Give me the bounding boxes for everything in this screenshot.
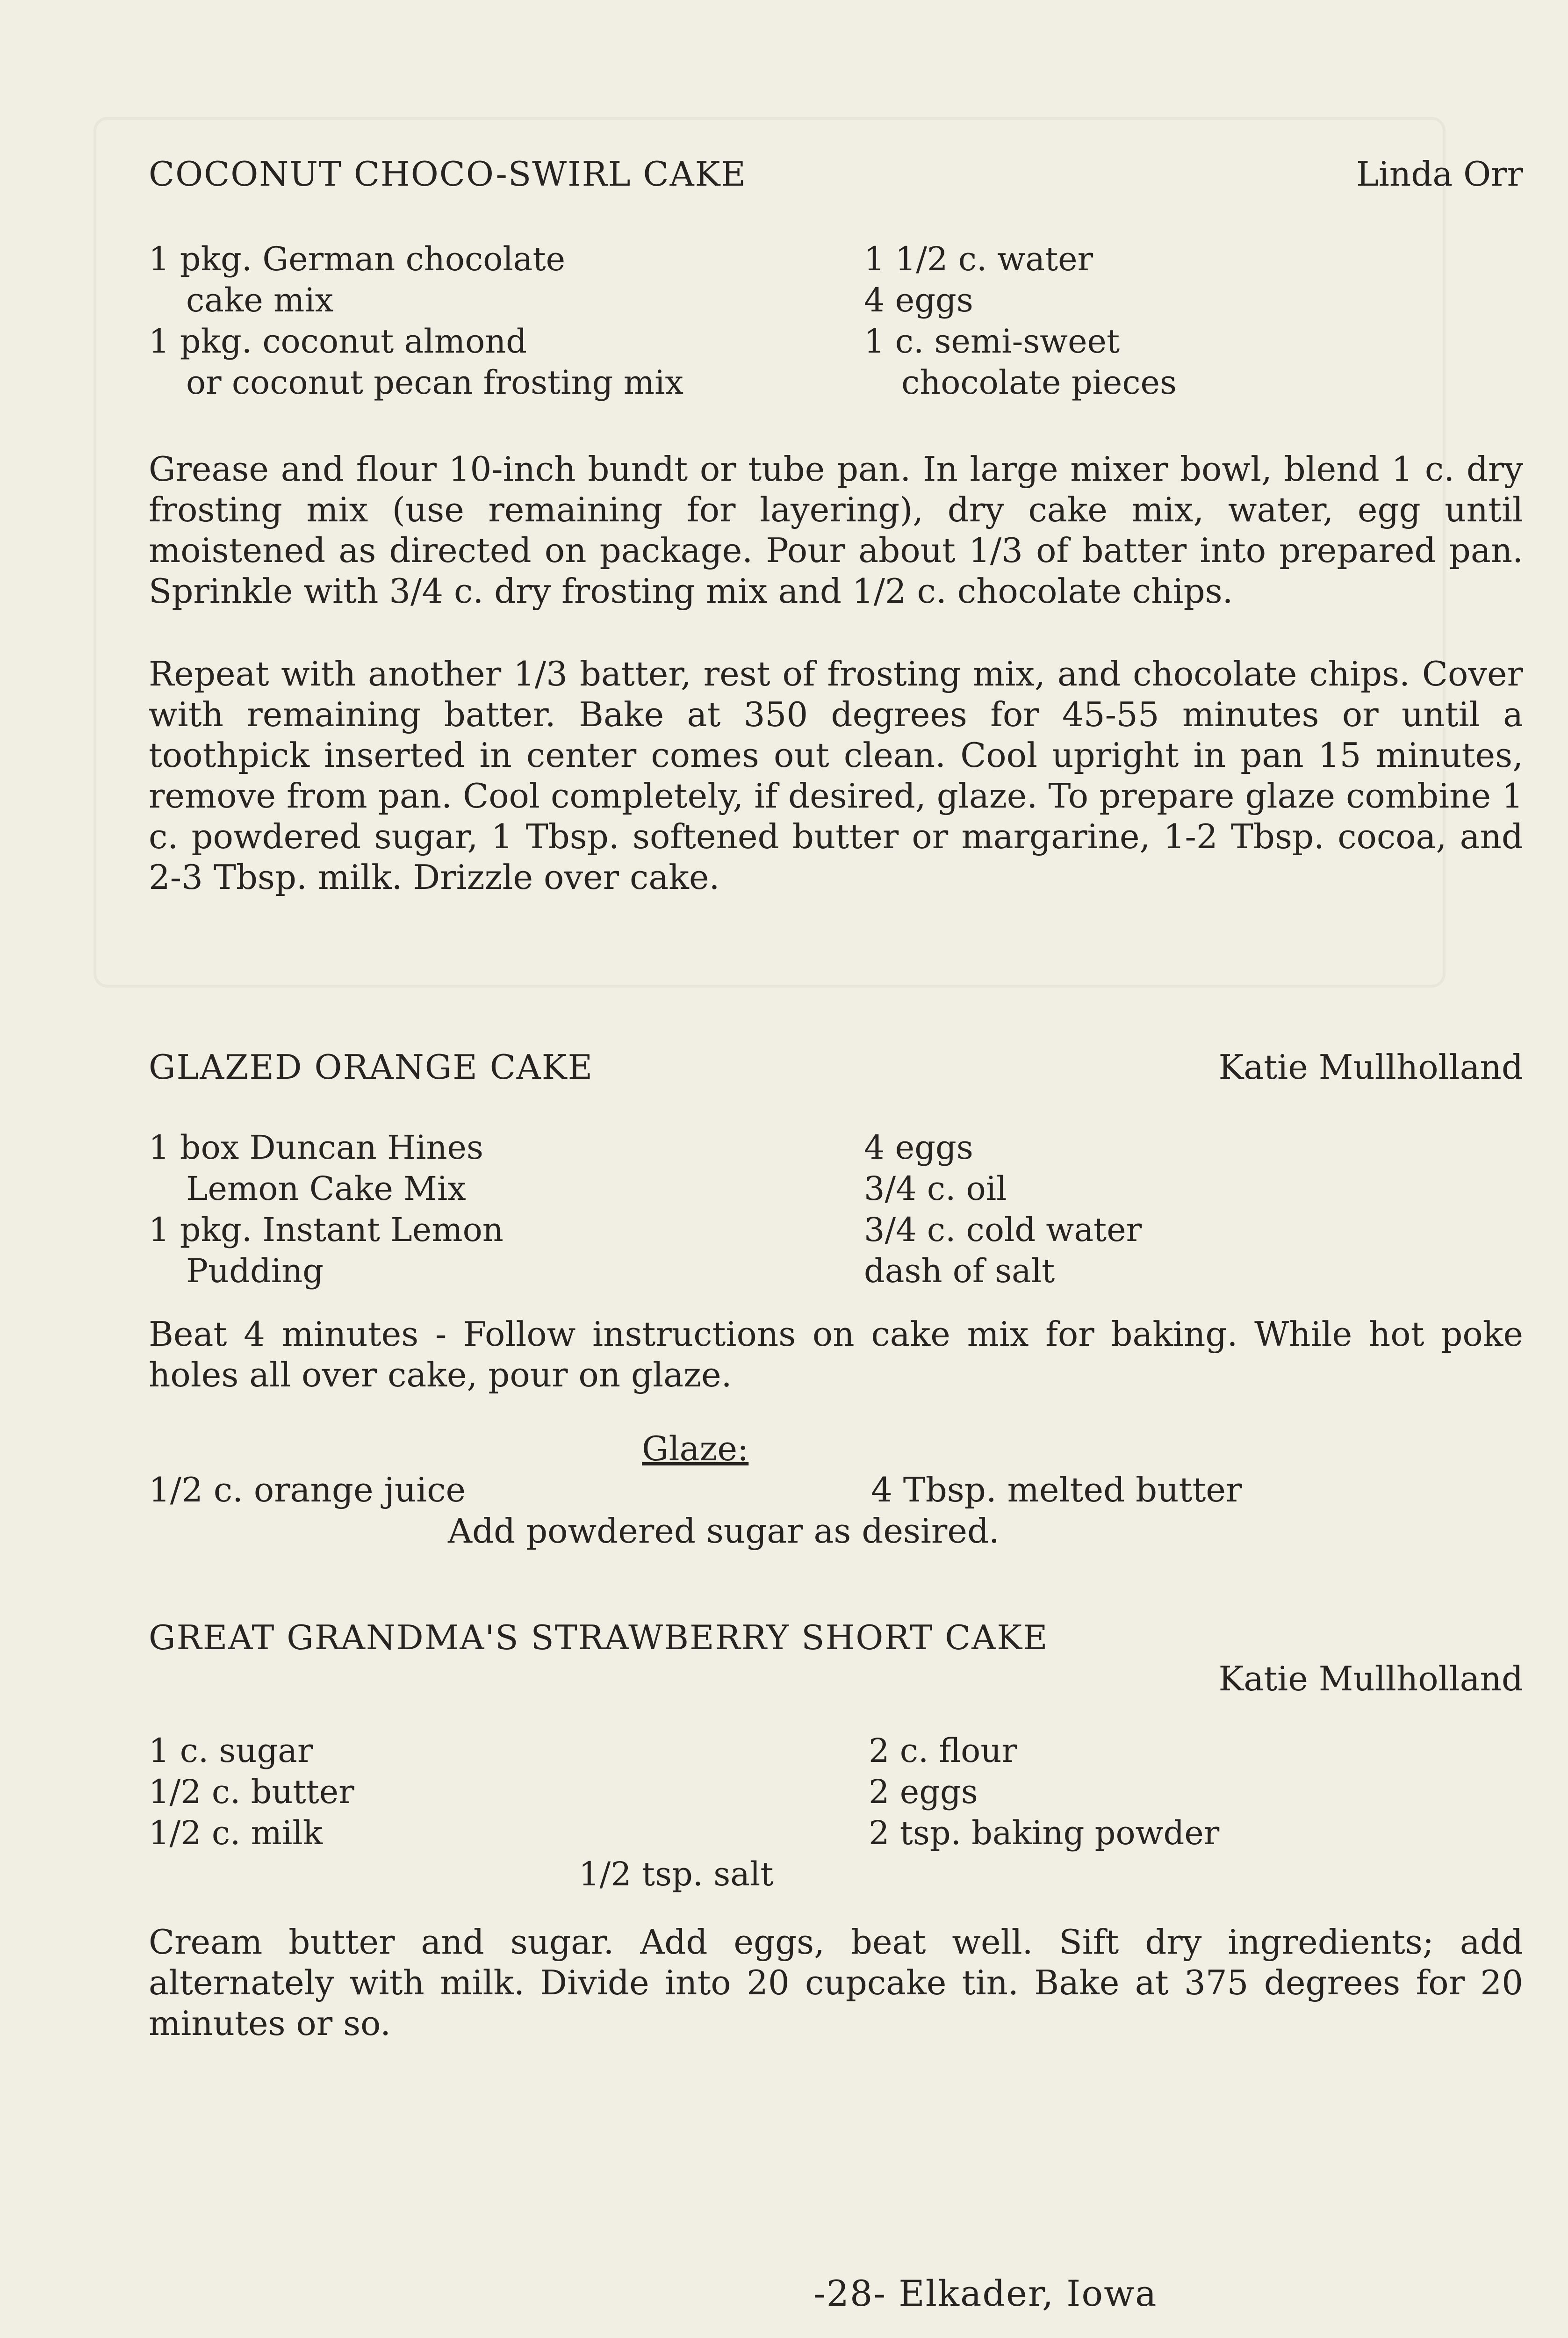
ingredient-line: 2 eggs <box>869 1773 978 1811</box>
ingredient-list <box>149 238 1523 411</box>
recipe-header <box>149 1047 1523 1094</box>
ingredient-line: 1 pkg. German chocolate <box>149 240 566 278</box>
instructions-paragraph: Grease and flour 10-inch bundt or tube pan. In large mixer bowl, blend 1 c. dry frosting mix (use remaining for layering), dry cake mix, water, egg until moistened as directed on package. Pour about 1/3 of batter into prepared pan. Sprinkle with 3/4 c. dry frosting mix and 1/2 c. chocolate chips. <box>149 449 1523 611</box>
recipe-title: GLAZED ORANGE CAKE <box>149 1047 594 1087</box>
ingredient-line: 3/4 c. oil <box>864 1169 1007 1208</box>
glaze-ingredient: 1/2 c. orange juice <box>149 1470 466 1509</box>
ingredient-line: Lemon Cake Mix <box>186 1169 466 1208</box>
page-footer: -28- Elkader, Iowa <box>813 2273 1158 2314</box>
ingredient-line: 1 pkg. coconut almond <box>149 322 527 361</box>
ingredient-line: chocolate pieces <box>901 363 1177 402</box>
ingredient-line: 1/2 tsp. salt <box>579 1855 774 1893</box>
ingredients-right-column <box>864 238 1177 403</box>
recipe-author: Katie Mullholland <box>1218 1047 1523 1087</box>
glaze-section <box>149 1428 1523 1564</box>
glaze-note: Add powdered sugar as desired. <box>448 1511 1000 1551</box>
ingredient-line: Pudding <box>186 1252 324 1290</box>
ingredient-line: 1/2 c. butter <box>149 1773 354 1811</box>
ingredient-line: dash of salt <box>864 1252 1055 1290</box>
recipe-glazed-orange-cake <box>149 1047 1523 1564</box>
recipe-author: Linda Orr <box>1356 154 1523 194</box>
ingredient-line: 1/2 c. milk <box>149 1814 323 1852</box>
ingredients-left-column <box>149 1730 354 1854</box>
recipe-strawberry-short-cake <box>149 1618 1523 2044</box>
instructions-paragraph: Cream butter and sugar. Add eggs, beat well. Sift dry ingredients; add alternately with milk. Divide into 20 cupcake tin. Bake at 375 degrees for 20 minutes or so. <box>149 1922 1523 2043</box>
ingredient-line: 2 tsp. baking powder <box>869 1814 1220 1852</box>
ingredient-line: 1 pkg. Instant Lemon <box>149 1211 503 1249</box>
recipe-title: COCONUT CHOCO-SWIRL CAKE <box>149 154 747 194</box>
ingredient-line: cake mix <box>186 281 334 319</box>
ingredient-list <box>149 1127 1523 1295</box>
recipe-header <box>149 1618 1523 1711</box>
recipe-header <box>149 154 1523 201</box>
instructions-paragraph: Beat 4 minutes - Follow instructions on cake mix for baking. While hot poke holes all over cake, pour on glaze. <box>149 1314 1523 1394</box>
ingredients-right-column <box>864 1127 1142 1292</box>
glaze-ingredient: 4 Tbsp. melted butter <box>871 1470 1242 1509</box>
ingredients-left-column <box>149 238 683 403</box>
ingredient-line: 3/4 c. cold water <box>864 1211 1142 1249</box>
ingredient-line: 4 eggs <box>864 281 973 319</box>
recipe-author: Katie Mullholland <box>1218 1659 1523 1698</box>
ingredient-line: 1 box Duncan Hines <box>149 1128 483 1167</box>
recipe-coconut-choco-swirl <box>149 154 1523 898</box>
ingredients-left-column <box>149 1127 503 1292</box>
recipe-title: GREAT GRANDMA'S STRAWBERRY SHORT CAKE <box>149 1618 1049 1657</box>
ingredient-line: or coconut pecan frosting mix <box>186 363 683 402</box>
instructions-paragraph: Repeat with another 1/3 batter, rest of frosting mix, and chocolate chips. Cover with remaining batter. Bake at 350 degrees for 45-55 minutes or until a toothpick inserted in center comes out clean. Cool upright in pan 15 minutes, remove from pan. Cool completely, if desired, glaze. To prepare glaze combine 1 c. powdered sugar, 1 Tbsp. softened butter or margarine, 1-2 Tbsp. cocoa, and 2-3 Tbsp. milk. Drizzle over cake. <box>149 654 1523 897</box>
glaze-heading: Glaze: <box>642 1429 749 1468</box>
ingredient-line: 2 c. flour <box>869 1732 1017 1770</box>
ingredient-list <box>149 1730 1523 1898</box>
ingredient-line: 1 c. sugar <box>149 1732 313 1770</box>
ingredient-line: 1 1/2 c. water <box>864 240 1093 278</box>
ingredient-line: 1 c. semi-sweet <box>864 322 1120 361</box>
ingredients-right-column <box>869 1730 1219 1854</box>
ingredient-line: 4 eggs <box>864 1128 973 1167</box>
